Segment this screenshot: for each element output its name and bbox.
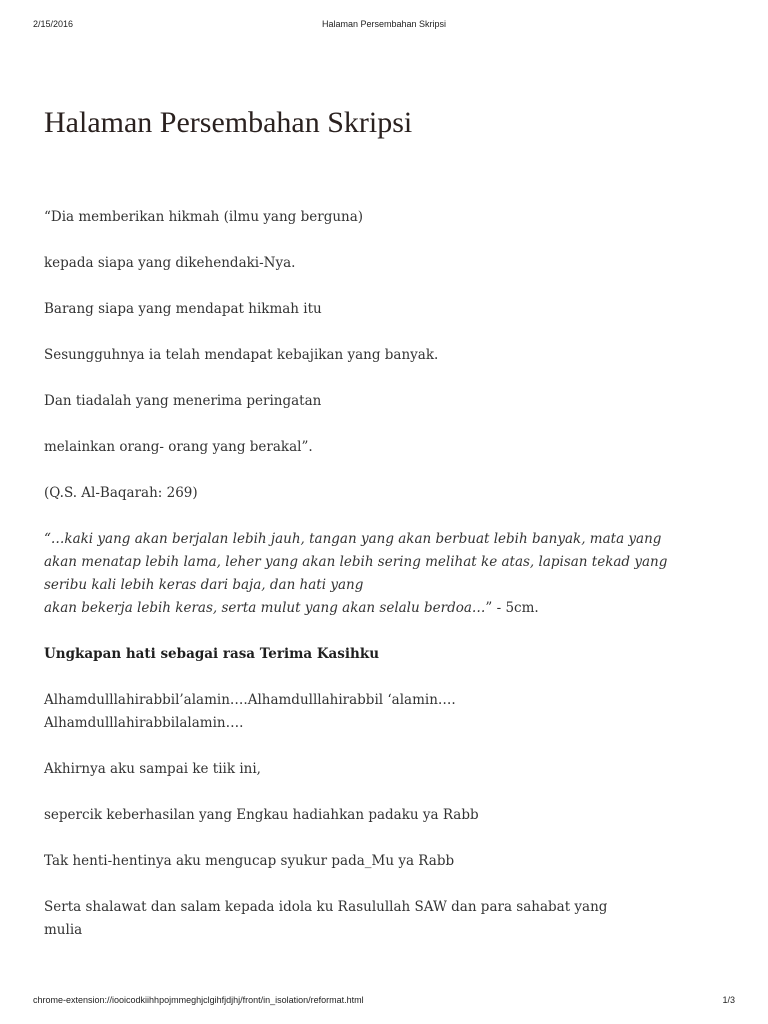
alhamdulillah-line: Alhamdulllahirabbilalamin…. [44,715,244,731]
body-paragraph: sepercik keberhasilan yang Engkau hadiahkan padaku ya Rabb [44,807,479,823]
print-header [33,19,735,31]
body-paragraph: Akhirnya aku sampai ke tiik ini, [44,761,261,777]
quote-line: akan menatap lebih lama, leher yang akan lebih sering melihat ke atas, lapisan tekad yang [44,554,668,570]
quote-line: akan bekerja lebih keras, serta mulut yang akan selalu berdoa… [44,600,486,616]
verse-line: Barang siapa yang mendapat hikmah itu [44,301,322,317]
print-url: chrome-extension://iooicodkiihhpojmmeghjclgihfjdjhj/front/in_isolation/reformat.html [33,995,364,1005]
verse-line: Dan tiadalah yang menerima peringatan [44,393,322,409]
verse-citation: (Q.S. Al-Baqarah: 269) [44,485,198,501]
shalawat-line: Serta shalawat dan salam kepada idola ku Rasulullah SAW dan para sahabat yang [44,899,608,915]
page-title: Halaman Persembahan Skripsi [44,106,413,139]
shalawat-paragraph [44,896,684,942]
print-date: 2/15/2016 [33,19,74,29]
article-body [44,104,684,965]
body-paragraph: Tak henti-hentinya aku mengucap syukur pada_Mu ya Rabb [44,853,455,869]
verse-line: kepada siapa yang dikehendaki-Nya. [44,255,296,271]
quote-paragraph [44,528,684,620]
alhamdulillah-paragraph [44,689,684,735]
print-footer [33,995,735,1007]
verse-line: Sesungguhnya ia telah mendapat kebajikan yang banyak. [44,347,439,363]
section-heading: Ungkapan hati sebagai rasa Terima Kasihku [44,646,380,662]
quote-line: “…kaki yang akan berjalan lebih jauh, tangan yang akan berbuat lebih banyak, mata yang [44,531,662,547]
verse-line: melainkan orang- orang yang berakal”. [44,439,313,455]
verse-line: “Dia memberikan hikmah (ilmu yang berguna) [44,209,364,225]
quote-last-line [44,597,684,620]
page-number: 1/3 [722,995,735,1005]
print-header-title: Halaman Persembahan Skripsi [321,19,447,29]
shalawat-line: mulia [44,922,83,938]
quote-attribution: ” - 5cm. [485,600,539,616]
quote-line: seribu kali lebih keras dari baja, dan hati yang [44,577,364,593]
alhamdulillah-line: Alhamdulllahirabbil’alamin….Alhamdulllahirabbil ‘alamin…. [44,692,456,708]
